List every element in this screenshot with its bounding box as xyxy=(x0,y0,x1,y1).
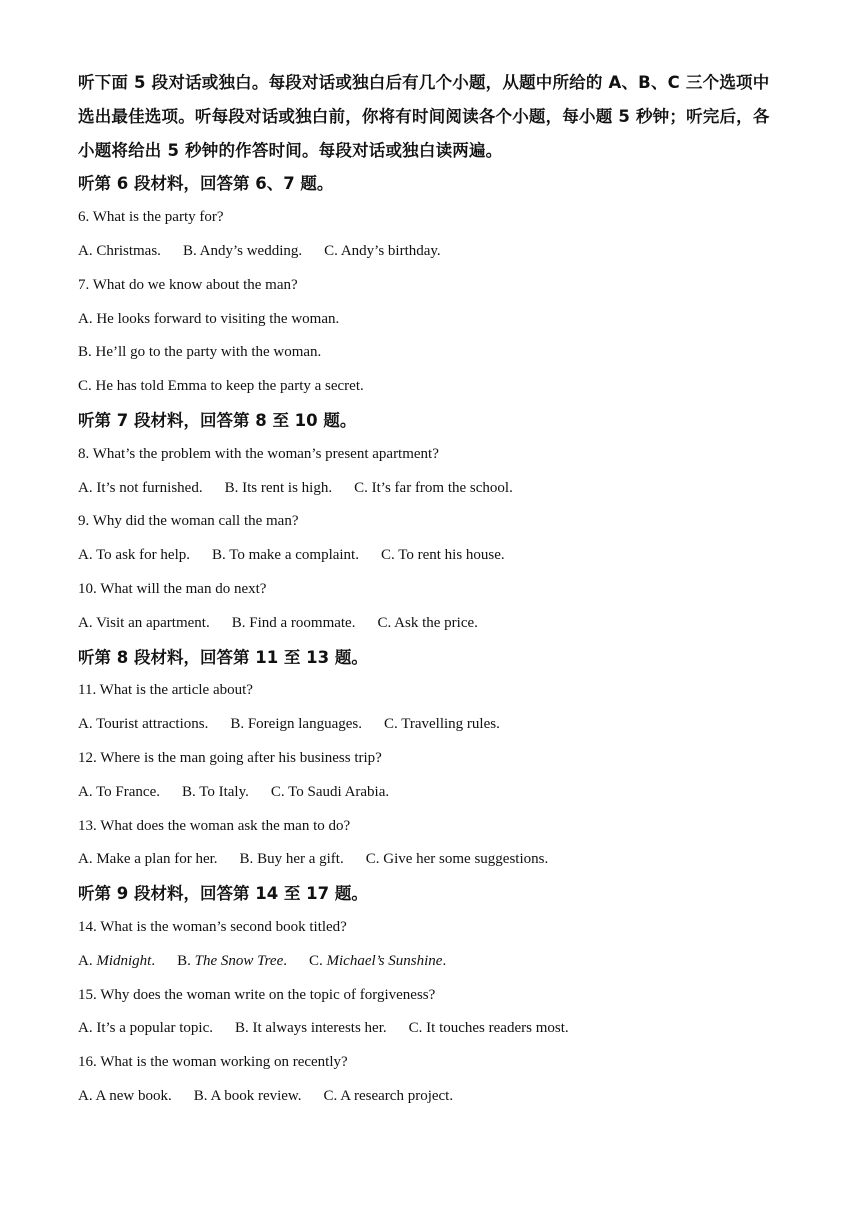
option-text: He looks forward to visiting the woman. xyxy=(96,310,340,327)
question-stem: 16. What is the woman working on recently? xyxy=(78,1054,348,1071)
option-a xyxy=(78,303,790,337)
option-letter: C. xyxy=(380,547,399,564)
section-heading: 听第 6 段材料，回答第 6、7 题。 xyxy=(78,174,334,194)
option-letter: B. xyxy=(182,242,200,259)
option-b xyxy=(78,336,790,370)
option-text: Find a roommate. xyxy=(249,614,356,631)
option-letter: B. xyxy=(230,716,248,733)
option-a xyxy=(78,843,218,877)
option-letter: B. xyxy=(231,614,250,631)
option-letter: A. xyxy=(78,716,97,733)
option-letter: C. xyxy=(308,952,327,969)
section-heading: 听第 9 段材料，回答第 14 至 17 题。 xyxy=(78,884,368,904)
option-text: Ask the price. xyxy=(394,614,478,631)
option-letter: A. xyxy=(78,851,97,868)
option-text: Christmas. xyxy=(96,242,161,259)
question-stem: 14. What is the woman’s second book titled? xyxy=(78,918,347,935)
option-c xyxy=(381,539,505,573)
option-row xyxy=(78,235,790,269)
option-text: Foreign languages. xyxy=(247,716,362,733)
option-letter: A. xyxy=(78,310,97,327)
option-c xyxy=(324,235,441,269)
option-text: To make a complaint. xyxy=(229,547,359,564)
option-text: It touches readers most. xyxy=(426,1020,569,1037)
option-letter: A. xyxy=(78,547,97,564)
option-letter: B. xyxy=(212,547,230,564)
option-text: He has told Emma to keep the party a secret. xyxy=(95,378,364,395)
option-a xyxy=(78,776,160,810)
option-a xyxy=(78,607,210,641)
book-title: The Snow Tree xyxy=(194,952,284,969)
option-letter: B. xyxy=(193,1087,211,1104)
option-letter: C. xyxy=(270,783,289,800)
option-letter: B. xyxy=(234,1020,253,1037)
book-title: Michael’s Sunshine xyxy=(326,952,443,969)
option-letter: B. xyxy=(78,344,96,361)
instruction-line: 小题将给出 5 秒钟的作答时间。每段对话或独白读两遍。 xyxy=(78,140,503,160)
option-letter: C. xyxy=(78,378,96,395)
question-stem: 10. What will the man do next? xyxy=(78,580,267,597)
option-b xyxy=(225,472,333,506)
option-a xyxy=(78,235,161,269)
option-a xyxy=(78,539,190,573)
option-letter: A. xyxy=(78,1020,97,1037)
question-stem: 12. Where is the man going after his business trip? xyxy=(78,749,382,766)
option-letter: A. xyxy=(78,479,97,496)
section-9 xyxy=(78,877,790,1114)
question-stem: 7. What do we know about the man? xyxy=(78,276,298,293)
option-row xyxy=(78,843,790,877)
question-stem: 9. Why did the woman call the man? xyxy=(78,513,299,530)
listening-instructions xyxy=(78,66,790,167)
option-text: To Italy. xyxy=(199,783,249,800)
option-text: It’s far from the school. xyxy=(371,479,513,496)
option-letter: C. xyxy=(323,1087,341,1104)
option-letter: C. xyxy=(354,479,372,496)
option-text: It’s not furnished. xyxy=(96,479,203,496)
option-a xyxy=(78,1012,213,1046)
option-letter: C. xyxy=(365,851,384,868)
option-row xyxy=(78,708,790,742)
question-stem: 6. What is the party for? xyxy=(78,209,224,226)
option-text: To ask for help. xyxy=(96,547,190,564)
option-text: Visit an apartment. xyxy=(96,614,210,631)
option-text: Tourist attractions. xyxy=(96,716,209,733)
section-heading: 听第 7 段材料，回答第 8 至 10 题。 xyxy=(78,410,357,430)
exam-page xyxy=(78,66,790,1114)
section-8 xyxy=(78,641,790,878)
question-stem: 15. Why does the woman write on the topic of forgiveness? xyxy=(78,986,436,1003)
option-row xyxy=(78,776,790,810)
option-text: To Saudi Arabia. xyxy=(288,783,390,800)
option-letter: C. xyxy=(377,614,395,631)
option-a xyxy=(78,472,203,506)
option-text: Buy her a gift. xyxy=(257,851,344,868)
option-b xyxy=(212,539,359,573)
option-text: . xyxy=(442,952,447,969)
option-letter: A. xyxy=(78,614,97,631)
option-letter: B. xyxy=(239,851,258,868)
option-text: It’s a popular topic. xyxy=(96,1020,213,1037)
option-b xyxy=(177,945,287,979)
option-c xyxy=(271,776,389,810)
option-text: He’ll go to the party with the woman. xyxy=(95,344,322,361)
option-letter: C. xyxy=(324,242,341,259)
option-b xyxy=(232,607,356,641)
option-row xyxy=(78,539,790,573)
option-c xyxy=(384,708,500,742)
option-c xyxy=(78,370,790,404)
option-text: . xyxy=(151,952,156,969)
option-text: Make a plan for her. xyxy=(96,851,218,868)
option-text: . xyxy=(283,952,287,969)
option-row xyxy=(78,1012,790,1046)
option-b xyxy=(240,843,344,877)
option-row xyxy=(78,607,790,641)
option-text: A research project. xyxy=(340,1087,454,1104)
option-text: Travelling rules. xyxy=(401,716,500,733)
option-row xyxy=(78,1080,790,1114)
option-b xyxy=(183,235,302,269)
question-stem: 8. What’s the problem with the woman’s present apartment? xyxy=(78,445,439,462)
section-6 xyxy=(78,167,790,404)
option-c xyxy=(354,472,513,506)
instruction-line: 听下面 5 段对话或独白。每段对话或独白后有几个小题，从题中所给的 A、B、C 三个选项中 xyxy=(78,73,770,92)
option-text: A new book. xyxy=(95,1087,172,1104)
option-text: Andy’s wedding. xyxy=(199,242,303,259)
option-text: Andy’s birthday. xyxy=(340,242,441,259)
section-7 xyxy=(78,404,790,641)
option-letter: B. xyxy=(224,479,243,496)
option-text: It always interests her. xyxy=(252,1020,387,1037)
option-letter: A. xyxy=(78,1087,96,1104)
option-text: To rent his house. xyxy=(398,547,505,564)
option-text: To France. xyxy=(96,783,160,800)
option-c xyxy=(324,1080,454,1114)
option-a xyxy=(78,1080,172,1114)
option-letter: A. xyxy=(78,242,97,259)
option-b xyxy=(230,708,362,742)
option-letter: C. xyxy=(408,1020,427,1037)
option-row xyxy=(78,945,790,979)
option-b xyxy=(235,1012,387,1046)
option-text: Its rent is high. xyxy=(242,479,333,496)
book-title: Midnight xyxy=(96,952,152,969)
option-b xyxy=(194,1080,302,1114)
option-a xyxy=(78,945,155,979)
option-text: A book review. xyxy=(210,1087,302,1104)
option-letter: C. xyxy=(383,716,402,733)
option-c xyxy=(409,1012,569,1046)
option-c xyxy=(377,607,477,641)
option-b xyxy=(182,776,249,810)
question-stem: 13. What does the woman ask the man to do? xyxy=(78,817,351,834)
question-stem: 11. What is the article about? xyxy=(78,682,253,699)
instruction-line: 选出最佳选项。听每段对话或独白前，你将有时间阅读各个小题，每小题 5 秒钟；听完后，各 xyxy=(78,106,770,126)
option-c xyxy=(366,843,549,877)
option-letter: B. xyxy=(177,952,195,969)
option-letter: A. xyxy=(78,952,97,969)
option-letter: A. xyxy=(78,783,97,800)
option-c xyxy=(309,945,446,979)
option-row xyxy=(78,472,790,506)
option-text: Give her some suggestions. xyxy=(383,851,549,868)
option-a xyxy=(78,708,208,742)
section-heading: 听第 8 段材料，回答第 11 至 13 题。 xyxy=(78,647,368,667)
option-letter: B. xyxy=(182,783,200,800)
